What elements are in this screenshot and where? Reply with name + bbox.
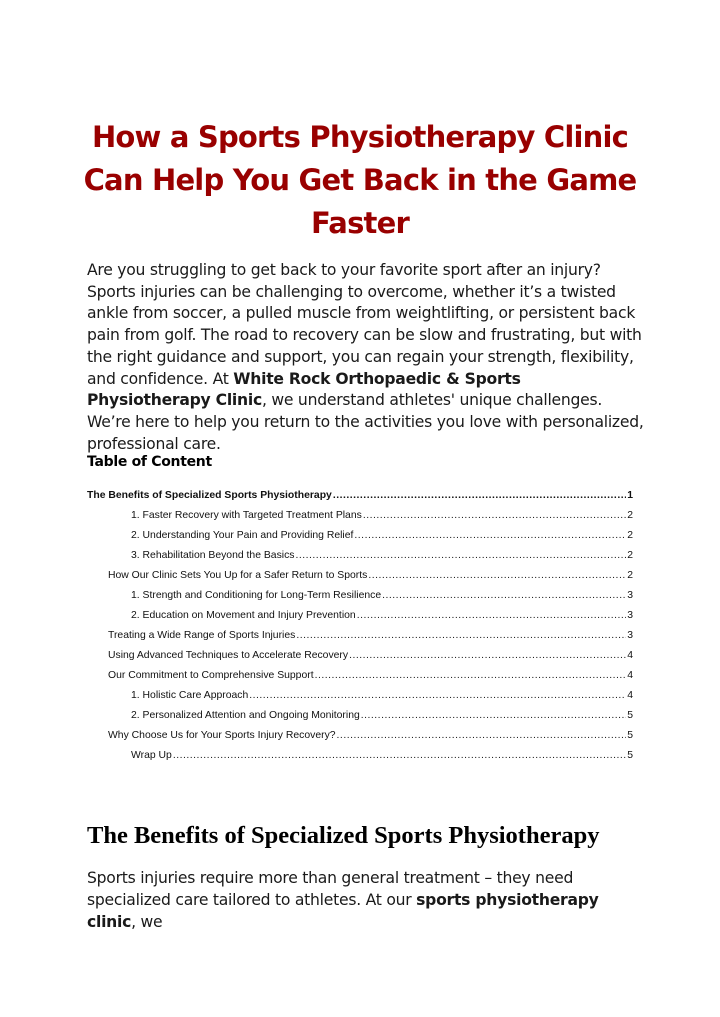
toc-leader-dots — [382, 590, 626, 601]
toc-leader-dots — [368, 570, 626, 581]
toc-entry-title: 1. Faster Recovery with Targeted Treatment Plans — [131, 510, 362, 521]
intro-text-end: , we understand athletes' unique challenges. We’re here to help you return to the activities you love with personalized, professional care. — [87, 391, 644, 453]
section-text-start: Sports injuries require more than general treatment – they need specialized care tailored to athletes. At our — [87, 869, 574, 909]
toc-entry-title: Wrap Up — [131, 750, 172, 761]
toc-leader-dots — [315, 670, 627, 681]
toc-entry-title: Why Choose Us for Your Sports Injury Recovery? — [108, 730, 336, 741]
toc-leader-dots — [337, 730, 627, 741]
toc-entry[interactable] — [87, 750, 633, 770]
toc-entry[interactable] — [87, 670, 633, 690]
toc-entry[interactable] — [87, 650, 633, 670]
toc-page-number: 5 — [627, 750, 633, 761]
toc-page-number: 5 — [627, 730, 633, 741]
toc-leader-dots — [361, 710, 626, 721]
toc-heading: Table of Content — [87, 454, 212, 470]
toc-entry[interactable] — [87, 510, 633, 530]
toc-entry-title: 3. Rehabilitation Beyond the Basics — [131, 550, 295, 561]
toc-page-number: 2 — [627, 550, 633, 561]
toc-page-number: 4 — [627, 670, 633, 681]
toc-page-number: 4 — [627, 690, 633, 701]
toc-entry[interactable] — [87, 730, 633, 750]
toc-entry-title: 2. Personalized Attention and Ongoing Monitoring — [131, 710, 360, 721]
toc-entry-title: Treating a Wide Range of Sports Injuries — [108, 630, 296, 641]
toc-leader-dots — [354, 530, 626, 541]
toc-entry-title: 1. Holistic Care Approach — [131, 690, 249, 701]
toc-entry[interactable] — [87, 690, 633, 710]
toc-entry[interactable] — [87, 710, 633, 730]
toc-entry[interactable] — [87, 550, 633, 570]
clinic-link-bold: sports physiotherapy clinic — [87, 891, 599, 931]
toc-entry-title: 2. Understanding Your Pain and Providing Relief — [131, 530, 354, 541]
toc-page-number: 5 — [627, 710, 633, 721]
toc-page-number: 3 — [627, 630, 633, 641]
toc-leader-dots — [333, 490, 626, 501]
toc-page-number: 3 — [627, 590, 633, 601]
toc-entry[interactable] — [87, 610, 633, 630]
toc-page-number: 2 — [627, 570, 633, 581]
toc-entry-title: Using Advanced Techniques to Accelerate Recovery — [108, 650, 349, 661]
intro-text-start: Are you struggling to get back to your favorite sport after an injury? Sports injuries can be challenging to overcome, whether it’s a twisted ankle from soccer, a pulled muscle from weightlifting, or persistent back pain from golf. The road to recovery can be slow and frustrating, but with the right guidance and support, you can regain your strength, flexibility, and confidence. At — [87, 261, 642, 388]
toc-leader-dots — [357, 610, 627, 621]
toc-page-number: 2 — [627, 510, 633, 521]
toc-page-number: 3 — [627, 610, 633, 621]
toc-entry-title: The Benefits of Specialized Sports Physiotherapy — [87, 490, 332, 501]
table-of-contents — [87, 490, 633, 770]
intro-paragraph — [87, 260, 647, 455]
section-text-end: , we — [131, 913, 163, 931]
clinic-name-bold: White Rock Orthopaedic & Sports Physiotherapy Clinic — [87, 369, 521, 410]
toc-entry[interactable] — [87, 630, 633, 650]
toc-leader-dots — [363, 510, 626, 521]
toc-page-number: 2 — [627, 530, 633, 541]
toc-leader-dots — [249, 690, 626, 701]
section-heading: The Benefits of Specialized Sports Physiotherapy — [87, 822, 600, 849]
toc-entry-title: How Our Clinic Sets You Up for a Safer Return to Sports — [108, 570, 368, 581]
toc-leader-dots — [296, 630, 626, 641]
toc-entry-title: 1. Strength and Conditioning for Long-Term Resilience — [131, 590, 382, 601]
toc-leader-dots — [295, 550, 626, 561]
toc-entry-title: Our Commitment to Comprehensive Support — [108, 670, 314, 681]
toc-leader-dots — [349, 650, 626, 661]
toc-page-number: 1 — [627, 490, 633, 501]
toc-entry-title: 2. Education on Movement and Injury Prevention — [131, 610, 356, 621]
toc-entry[interactable] — [87, 490, 633, 510]
toc-page-number: 4 — [627, 650, 633, 661]
page-title: How a Sports Physiotherapy Clinic Can Help You Get Back in the Game Faster — [83, 120, 637, 240]
toc-entry[interactable] — [87, 570, 633, 590]
toc-leader-dots — [173, 750, 626, 761]
toc-entry[interactable] — [87, 530, 633, 550]
toc-entry[interactable] — [87, 590, 633, 610]
section-paragraph — [87, 867, 647, 933]
